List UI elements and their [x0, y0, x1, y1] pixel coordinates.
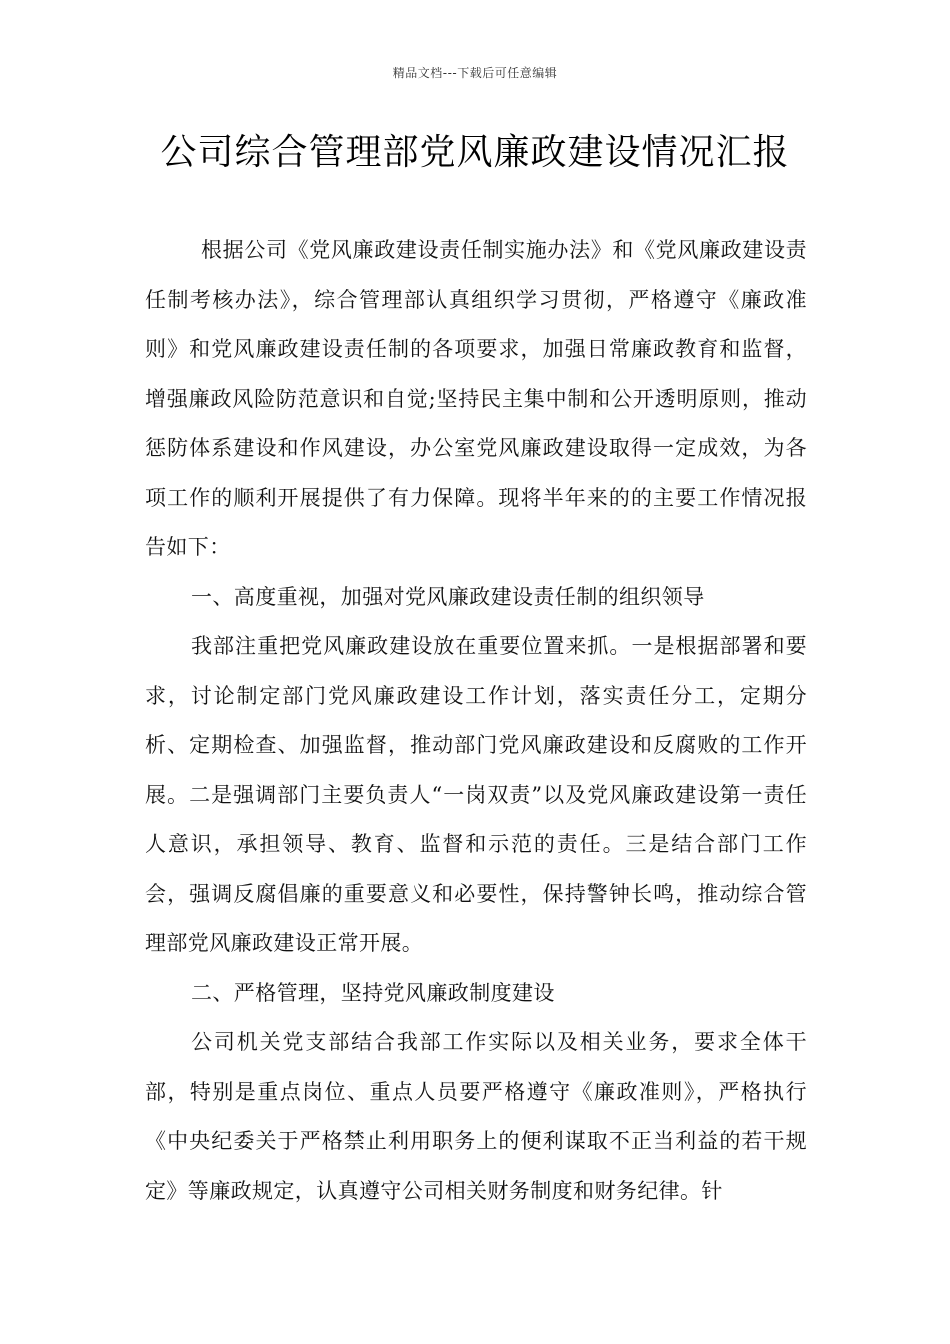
paragraph-section-1: 我部注重把党风廉政建设放在重要位置来抓。一是根据部署和要求，讨论制定部门党风廉政建设工作计划，落实责任分工，定期分析、定期检查、加强监督，推动部门党风廉政建设和反腐败的工作开展。二是强调部门主要负责人“一岗双责”以及党风廉政建设第一责任人意识，承担领导、教育、监督和示范的责任。三是结合部门工作会，强调反腐倡廉的重要意义和必要性，保持警钟长鸣，推动综合管理部党风廉政建设正常开展。 — [145, 634, 807, 955]
paragraph-intro: 根据公司《党风廉政建设责任制实施办法》和《党风廉政建设责任制考核办法》，综合管理部认真组织学习贯彻，严格遵守《廉政准则》和党风廉政建设责任制的各项要求，加强日常廉政教育和监督，增强廉政风险防范意识和自觉;坚持民主集中制和公开透明原则，推动惩防体系建设和作风建设，办公室党风廉政建设取得一定成效，为各项工作的顺利开展提供了有力保障。现将半年来的的主要工作情况报告如下： — [145, 238, 807, 559]
paragraph-section-2: 公司机关党支部结合我部工作实际以及相关业务，要求全体干部，特别是重点岗位、重点人员要严格遵守《廉政准则》，严格执行《中央纪委关于严格禁止利用职务上的便利谋取不正当利益的若干规定》等廉政规定，认真遵守公司相关财务制度和财务纪律。针 — [145, 1030, 807, 1203]
section-heading-1: 一、高度重视，加强对党风廉政建设责任制的组织领导 — [191, 584, 705, 609]
section-heading-2: 二、严格管理，坚持党风廉政制度建设 — [191, 980, 555, 1005]
document-body — [145, 226, 807, 1216]
document-title: 公司综合管理部党风廉政建设情况汇报 — [160, 132, 790, 173]
page-header: 精品文档---下载后可任意编辑 — [392, 66, 558, 80]
